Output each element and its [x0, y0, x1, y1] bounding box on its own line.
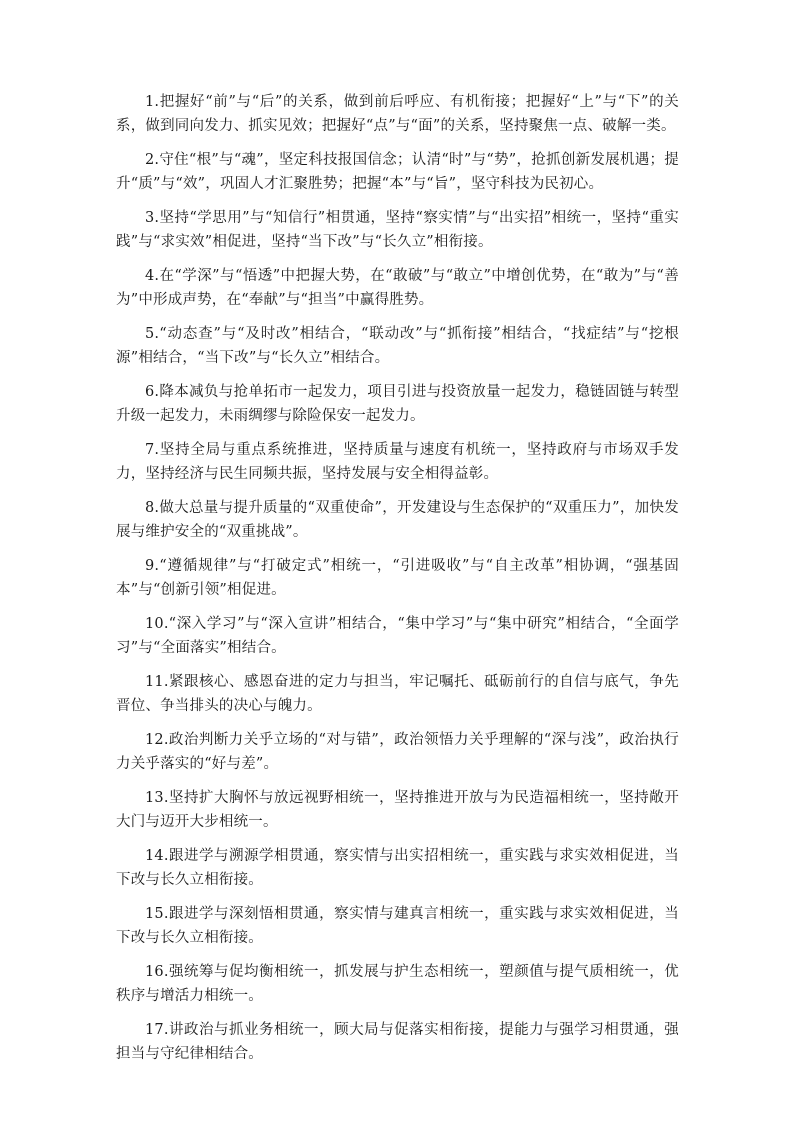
- paragraph-17: 17.讲政治与抓业务相统一，顾大局与促落实相衔接，提能力与强学习相贯通，强担当与守纪律相结合。: [116, 1022, 679, 1062]
- paragraph-7: 7.坚持全局与重点系统推进，坚持质量与速度有机统一，坚持政府与市场双手发力，坚持经济与民生同频共振，坚持发展与安全相得益彰。: [116, 442, 679, 482]
- paragraph-3: 3.坚持“学思用”与“知信行”相贯通，坚持“察实情”与“出实招”相统一，坚持“重实践”与“求实效”相促进，坚持“当下改”与“长久立”相衔接。: [116, 210, 679, 250]
- paragraph-4: 4.在“学深”与“悟透”中把握大势，在“敢破”与“敢立”中增创优势，在“敢为”与“善为”中形成声势，在“奉献”与“担当”中赢得胜势。: [116, 268, 679, 308]
- paragraph-14: 14.跟进学与溯源学相贯通，察实情与出实招相统一，重实践与求实效相促进，当下改与长久立相衔接。: [116, 848, 679, 888]
- paragraph-9: 9.“遵循规律”与“打破定式”相统一，“引进吸收”与“自主改革”相协调，“强基固本”与“创新引领”相促进。: [116, 558, 679, 598]
- paragraph-2: 2.守住“根”与“魂”，坚定科技报国信念；认清“时”与“势”，抢抓创新发展机遇；提升“质”与“效”，巩固人才汇聚胜势；把握“本”与“旨”，坚守科技为民初心。: [116, 152, 679, 192]
- paragraph-8: 8.做大总量与提升质量的“双重使命”，开发建设与生态保护的“双重压力”，加快发展与维护安全的“双重挑战”。: [116, 500, 679, 540]
- paragraph-6: 6.降本减负与抢单拓市一起发力，项目引进与投资放量一起发力，稳链固链与转型升级一起发力，未雨绸缪与除险保安一起发力。: [116, 384, 679, 424]
- paragraph-13: 13.坚持扩大胸怀与放远视野相统一，坚持推进开放与为民造福相统一，坚持敞开大门与迈开大步相统一。: [116, 790, 679, 830]
- paragraph-11: 11.紧跟核心、感恩奋进的定力与担当，牢记嘱托、砥砺前行的自信与底气，争先晋位、争当排头的决心与魄力。: [116, 674, 679, 714]
- paragraph-10: 10.“深入学习”与“深入宣讲”相结合，“集中学习”与“集中研究”相结合，“全面学习”与“全面落实”相结合。: [116, 616, 679, 656]
- paragraph-15: 15.跟进学与深刻悟相贯通，察实情与建真言相统一，重实践与求实效相促进，当下改与长久立相衔接。: [116, 906, 679, 946]
- document-body: [116, 90, 679, 1076]
- paragraph-12: 12.政治判断力关乎立场的“对与错”，政治领悟力关乎理解的“深与浅”，政治执行力关乎落实的“好与差”。: [116, 732, 679, 772]
- paragraph-1: 1.把握好“前”与“后”的关系，做到前后呼应、有机衔接；把握好“上”与“下”的关系，做到同向发力、抓实见效；把握好“点”与“面”的关系，坚持聚焦一点、破解一类。: [116, 94, 679, 134]
- paragraph-5: 5.“动态查”与“及时改”相结合，“联动改”与“抓衔接”相结合，“找症结”与“挖根源”相结合，“当下改”与“长久立”相结合。: [116, 326, 679, 366]
- paragraph-16: 16.强统筹与促均衡相统一，抓发展与护生态相统一，塑颜值与提气质相统一，优秩序与增活力相统一。: [116, 964, 679, 1004]
